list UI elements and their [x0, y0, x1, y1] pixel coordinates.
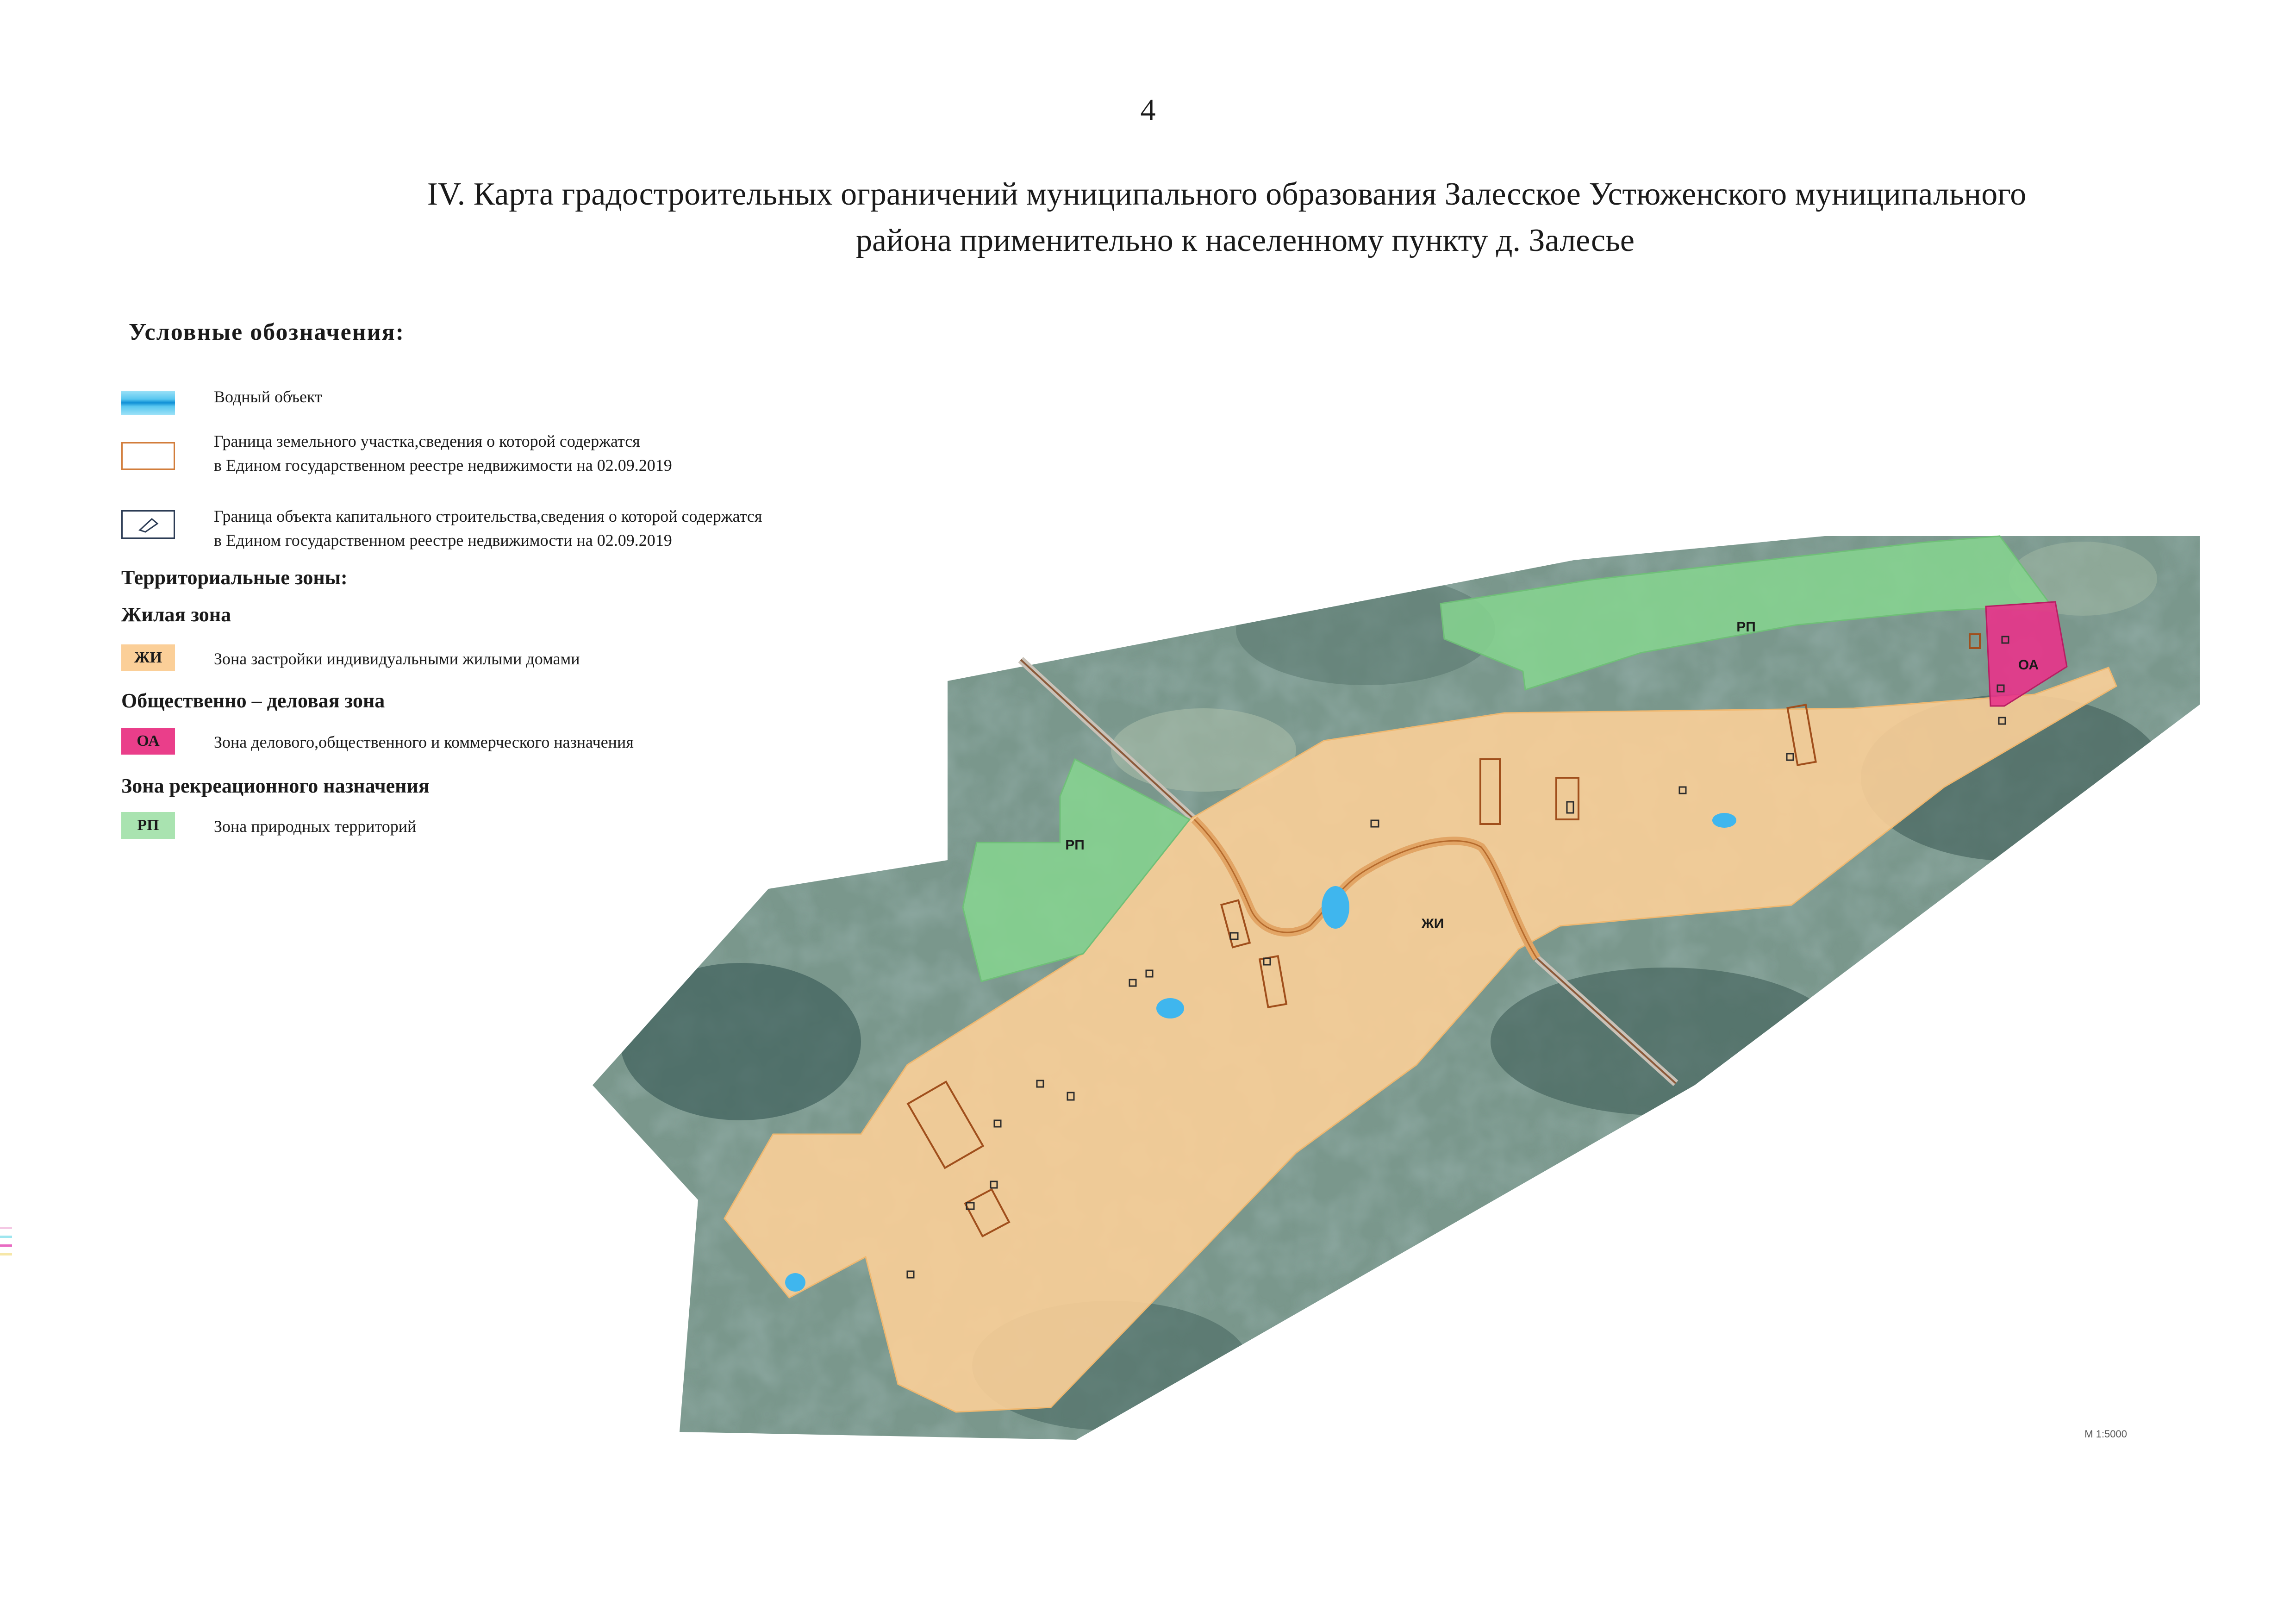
building-label-line1: Граница объекта капитального строительства,сведения о которой содержатся	[214, 507, 762, 525]
scan-mark	[0, 1227, 12, 1229]
rp-zone-symbol: РП	[121, 812, 175, 839]
building-label-line2: в Едином государственном реестре недвижимости на 02.09.2019	[214, 531, 672, 550]
recreation-section-heading: Зона рекреационного назначения	[121, 775, 430, 797]
map-title-line2: района применительно к населенному пункту д. Залесье	[855, 223, 1635, 258]
page-number: 4	[1140, 93, 1156, 127]
zhi-zone-symbol: ЖИ	[121, 644, 175, 671]
map-title-line1: IV. Карта градостроительных ограничений муниципального образования Залесское Устюженского муниципального	[427, 176, 2027, 212]
scan-edge-marks	[0, 1227, 12, 1262]
scan-mark	[0, 1236, 12, 1238]
oa-zone-label-map: ОА	[2018, 657, 2039, 673]
scan-mark	[0, 1253, 12, 1255]
pond	[1712, 813, 1736, 828]
residential-section-heading: Жилая зона	[121, 603, 231, 626]
scan-mark	[0, 1244, 12, 1247]
zhi-zone-label: Зона застройки индивидуальными жилыми домами	[214, 650, 580, 668]
forest-area	[620, 963, 861, 1120]
pond	[785, 1273, 805, 1292]
pond	[1156, 998, 1184, 1018]
rp-zone-label: Зона природных территорий	[214, 817, 417, 836]
oa-zone-symbol: ОА	[121, 728, 175, 755]
land-parcel-label-line1: Граница земельного участка,сведения о которой содержатся	[214, 432, 640, 450]
business-section-heading: Общественно – деловая зона	[121, 689, 385, 712]
legend-heading: Условные обозначения:	[129, 319, 405, 345]
land-parcel-label-line2: в Едином государственном реестре недвижимости на 02.09.2019	[214, 456, 672, 475]
oa-zone-label: Зона делового,общественного и коммерческого назначения	[214, 733, 634, 751]
territorial-zones-heading: Территориальные зоны:	[121, 566, 348, 589]
forest-area	[1491, 968, 1842, 1116]
rp-north-label: РП	[1736, 619, 1756, 635]
pond	[1322, 886, 1349, 929]
water-body-label: Водный объект	[214, 387, 322, 406]
zhi-zone-label-map: ЖИ	[1421, 916, 1444, 931]
map-scale: М 1:5000	[2084, 1428, 2127, 1440]
rp-west-label: РП	[1065, 837, 1085, 853]
